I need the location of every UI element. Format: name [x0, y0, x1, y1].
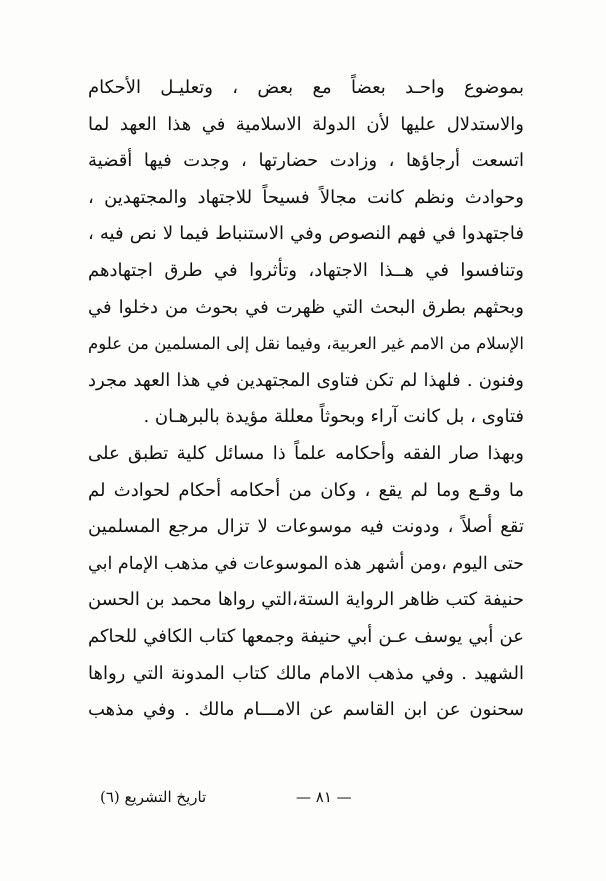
text-line: وبهذا صار الفقه وأحكامه علماً ذا مسائل كلية تطبق على — [88, 442, 524, 464]
footer-caption: تاريخ التشريع (٦) — [100, 788, 207, 806]
text-line: الشهيد . وفي مذهب الامام مالك كتاب المدونة التي رواها — [88, 662, 524, 684]
text-line: ما وقـع وما لم يقع ، وكان من أحكامه أحكام لحوادث لم — [88, 479, 524, 501]
text-line: عن أبي يوسف عـن أبي حنيفة وجمعها كتاب الكافي للحاكم — [88, 625, 524, 647]
text-line: بموضوع واحـد بعضاً مع بعض ، وتعليـل الأحكام — [88, 77, 524, 98]
text-line: وفنون . فلهذا لم تكن فتاوى المجتهدين في هذا العهد مجرد — [88, 369, 524, 391]
page-number: — ٨١ — — [296, 788, 352, 806]
body-text — [88, 70, 524, 729]
text-line: اتسعت أرجاؤها ، وزادت حضارتها ، وجدت فيها أقضية — [88, 150, 524, 172]
text-line: سحنون عن ابن القاسم عن الامـــام مالك . وفي مذهب — [88, 699, 524, 721]
text-line: فاجتهدوا في فهم النصوص وفي الاستنباط فيما لا نص فيه ، — [88, 223, 524, 245]
text-line: والاستدلال عليها لأن الدولة الاسلامية في هذا العهد لما — [88, 113, 524, 135]
text-line: وتنافسوا في هــذا الاجتهاد، وتأثروا في طرق اجتهادهم — [88, 259, 524, 281]
text-line: حتى اليوم ،ومن أشهر هذه الموسوعات في مذهب الإمام ابي — [88, 553, 524, 574]
text-line: حنيفة كتب ظاهر الرواية الستة،التي رواها محمد بن الحسن — [88, 589, 524, 611]
page-footer — [100, 788, 400, 812]
text-line: وبحثهم بطرق البحث التي ظهرت في بحوث من دخلوا في — [88, 296, 524, 318]
text-line: الإسلام من الامم غير العربية، وفيما نقل إلى المسلمين من علوم — [88, 334, 524, 354]
text-line: وحوادث ونظم كانت مجالاً فسيحاً للاجتهاد والمجتهدين ، — [88, 186, 524, 208]
text-line: تقع أصلاً ، ودونت فيه موسوعات لا تزال مرجع المسلمين — [88, 516, 524, 538]
text-line: فتاوى ، بل كانت آراء وبحوثاً معللة مؤيدة بالبرهـان . — [143, 406, 524, 428]
